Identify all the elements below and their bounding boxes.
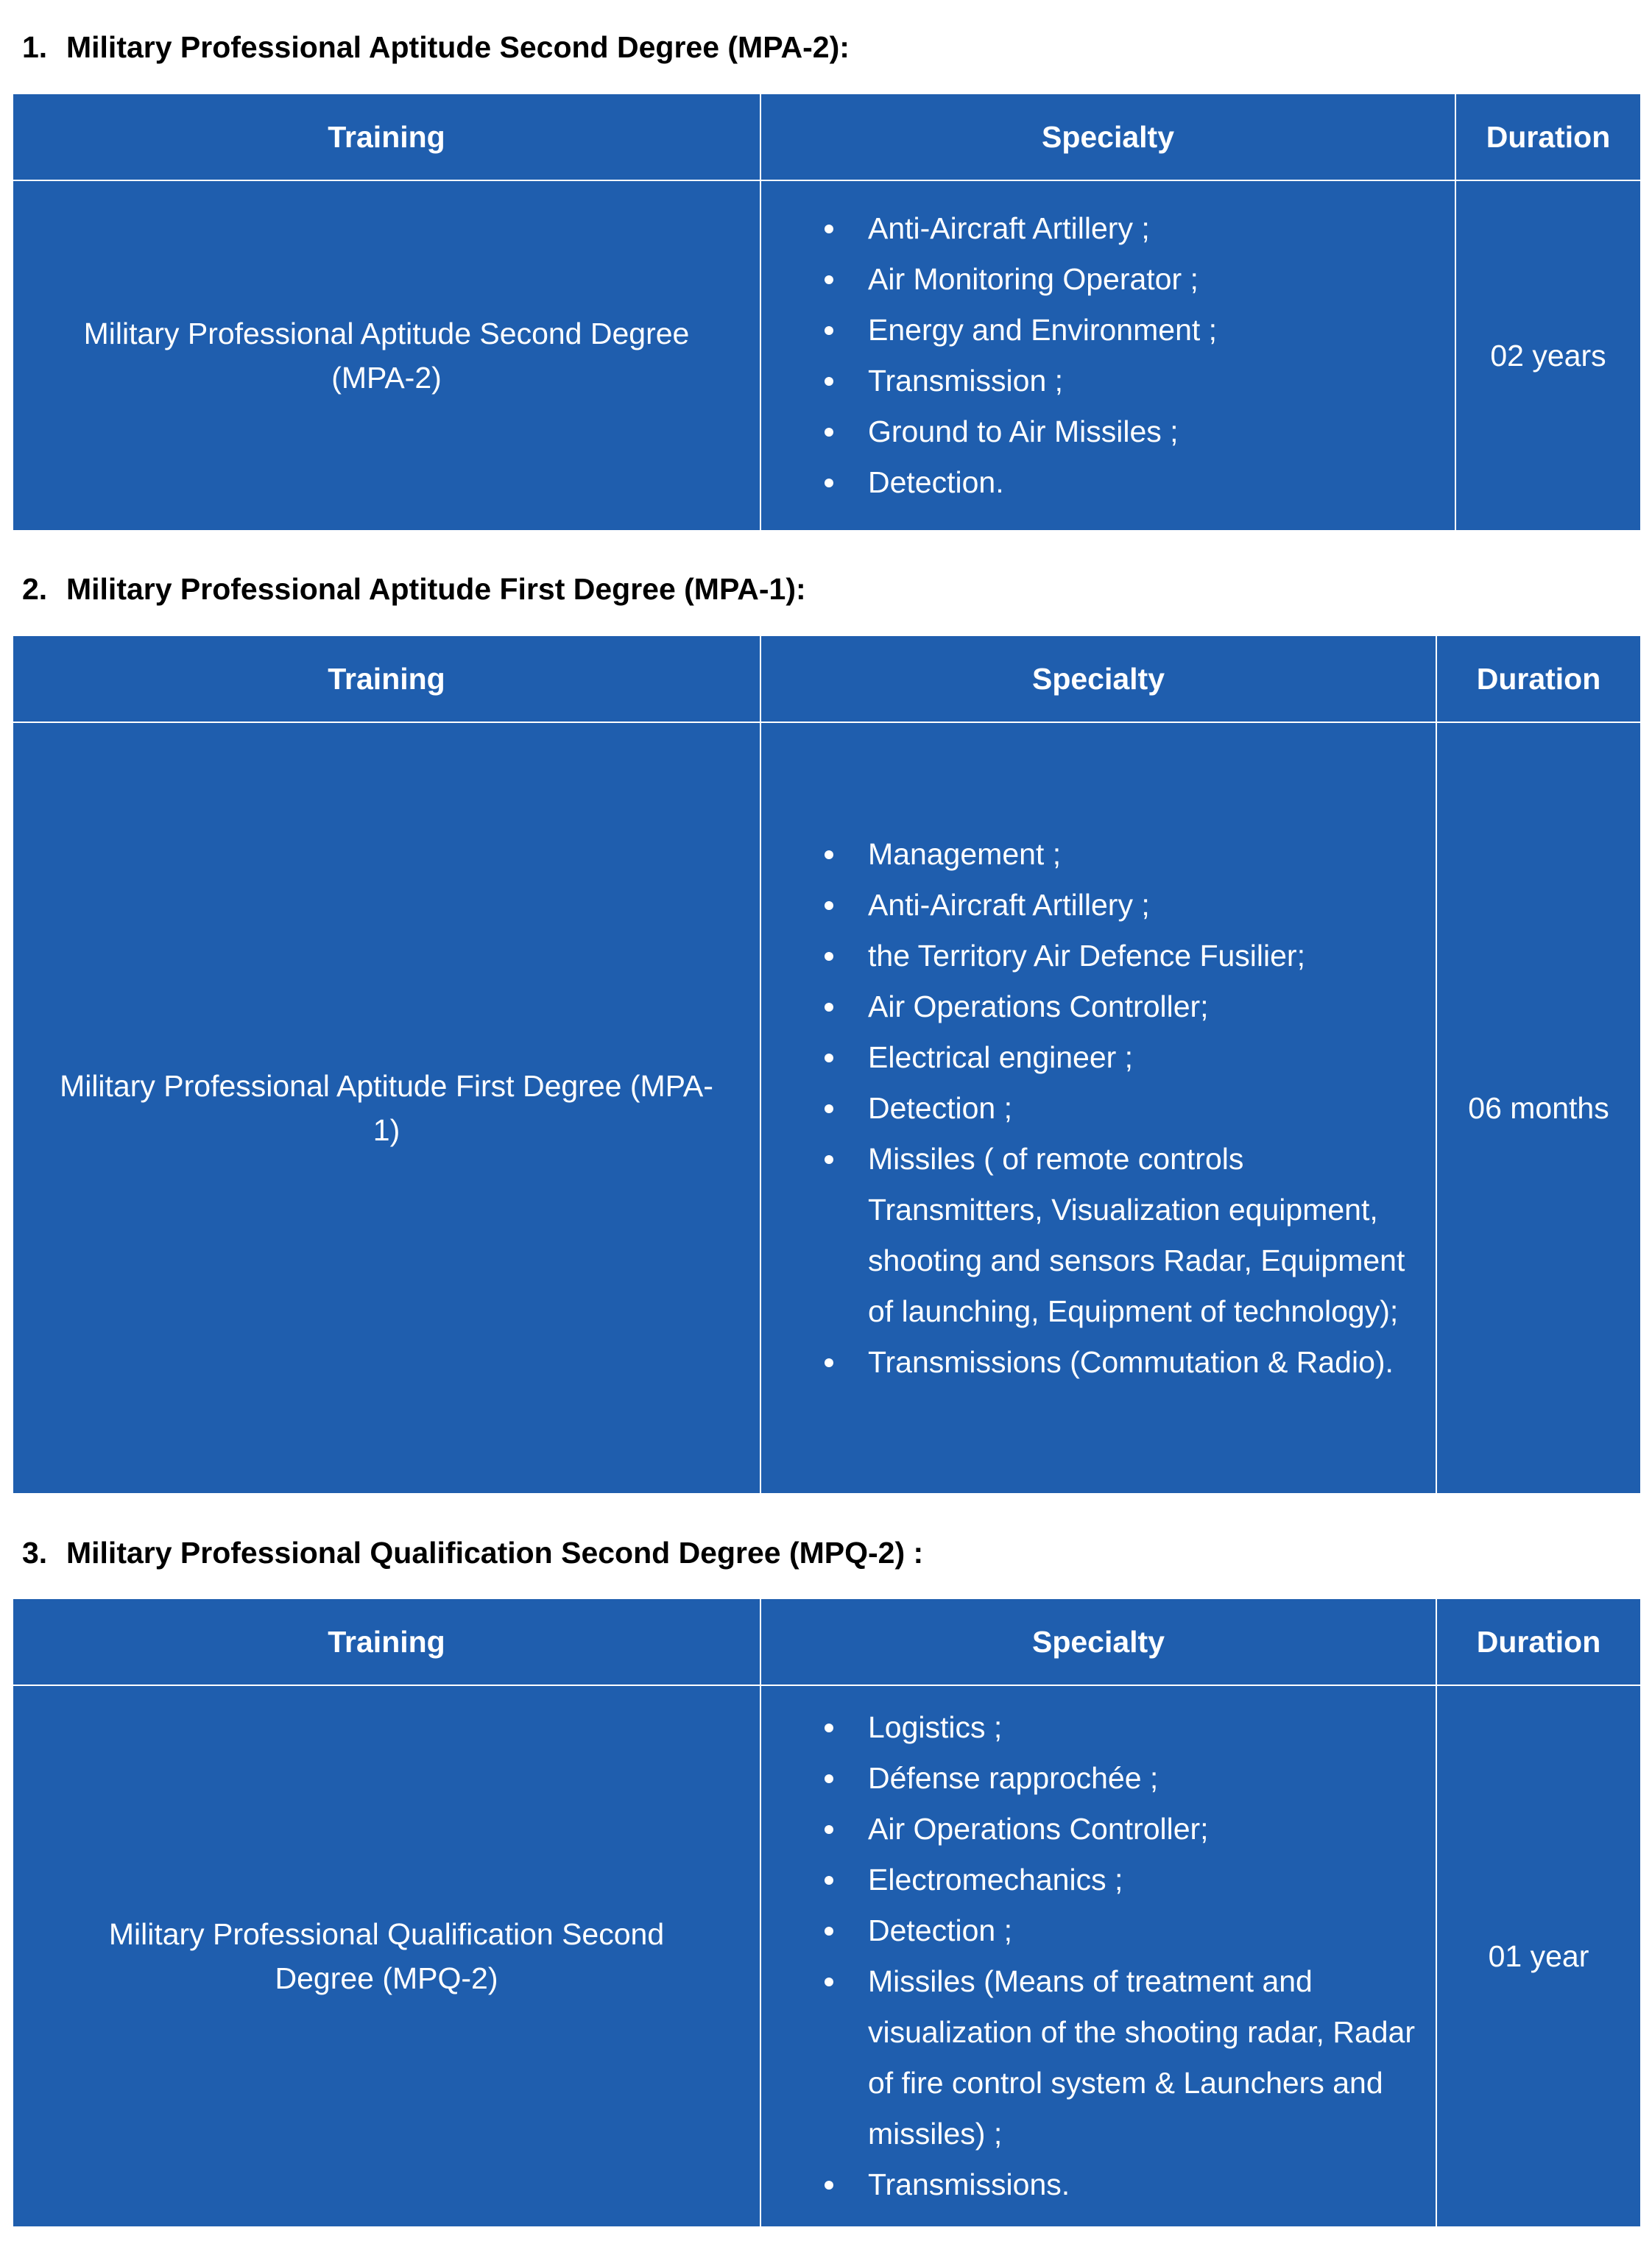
table-mpa-1 [12, 635, 1642, 1495]
specialty-item: Air Operations Controller; [868, 1804, 1436, 1855]
specialty-list [761, 1702, 1436, 2210]
training-cell: Military Professional Qualification Second Degree (MPQ-2) [13, 1685, 760, 2227]
specialty-item: Ground to Air Missiles ; [868, 406, 1455, 457]
header-specialty: Specialty [760, 1598, 1436, 1685]
table-row [13, 180, 1641, 531]
section-title: Military Professional Aptitude Second Degree (MPA-2): [66, 30, 850, 64]
duration-cell: 01 year [1436, 1685, 1641, 2227]
specialty-item: Logistics ; [868, 1702, 1436, 1753]
specialty-item: Anti-Aircraft Artillery ; [868, 203, 1455, 254]
specialty-item: Detection ; [868, 1083, 1436, 1134]
specialty-item: Electrical engineer ; [868, 1032, 1436, 1083]
specialty-item: Transmissions (Commutation & Radio). [868, 1337, 1436, 1388]
specialty-item: Missiles ( of remote controls Transmitters, Visualization equipment, shooting and sensors Radar, Equipment of launching, Equipment of technology); [868, 1134, 1436, 1337]
table-row [13, 1685, 1641, 2227]
section-title: Military Professional Aptitude First Degree (MPA-1): [66, 572, 806, 606]
table-mpa-2 [12, 93, 1642, 532]
specialty-cell [760, 722, 1436, 1494]
header-specialty: Specialty [760, 94, 1455, 180]
specialty-list [761, 203, 1455, 508]
specialty-item: Transmission ; [868, 356, 1455, 406]
header-training: Training [13, 1598, 760, 1685]
table-header-row [13, 94, 1641, 180]
table-mpq-2 [12, 1598, 1642, 2228]
header-duration: Duration [1436, 1598, 1641, 1685]
specialty-item: Transmissions. [868, 2159, 1436, 2210]
header-specialty: Specialty [760, 635, 1436, 722]
training-cell: Military Professional Aptitude First Degree (MPA-1) [13, 722, 760, 1494]
section-heading-mpq-2 [22, 1535, 923, 1570]
specialty-cell [760, 1685, 1436, 2227]
training-cell: Military Professional Aptitude Second Degree (MPA-2) [13, 180, 760, 531]
specialty-item: the Territory Air Defence Fusilier; [868, 931, 1436, 981]
header-training: Training [13, 94, 760, 180]
specialty-item: Electromechanics ; [868, 1855, 1436, 1905]
specialty-item: Missiles (Means of treatment and visualization of the shooting radar, Radar of fire control system & Launchers and missiles) ; [868, 1956, 1436, 2159]
specialty-item: Air Operations Controller; [868, 981, 1436, 1032]
specialty-item: Management ; [868, 829, 1436, 880]
table-header-row [13, 635, 1641, 722]
section-number: 3. [22, 1536, 48, 1570]
header-training: Training [13, 635, 760, 722]
section-heading-mpa-1 [22, 571, 806, 607]
table-header-row [13, 1598, 1641, 1685]
table-row [13, 722, 1641, 1494]
specialty-item: Défense rapprochée ; [868, 1753, 1436, 1804]
specialty-item: Detection ; [868, 1905, 1436, 1956]
specialty-item: Air Monitoring Operator ; [868, 254, 1455, 305]
header-duration: Duration [1436, 635, 1641, 722]
section-title: Military Professional Qualification Second Degree (MPQ-2) : [66, 1536, 924, 1570]
header-duration: Duration [1455, 94, 1641, 180]
section-heading-mpa-2 [22, 29, 850, 65]
section-number: 1. [22, 30, 48, 64]
specialty-item: Energy and Environment ; [868, 305, 1455, 356]
specialty-list [761, 829, 1436, 1388]
specialty-item: Anti-Aircraft Artillery ; [868, 880, 1436, 931]
duration-cell: 02 years [1455, 180, 1641, 531]
duration-cell: 06 months [1436, 722, 1641, 1494]
section-number: 2. [22, 572, 48, 606]
specialty-cell [760, 180, 1455, 531]
specialty-item: Detection. [868, 457, 1455, 508]
